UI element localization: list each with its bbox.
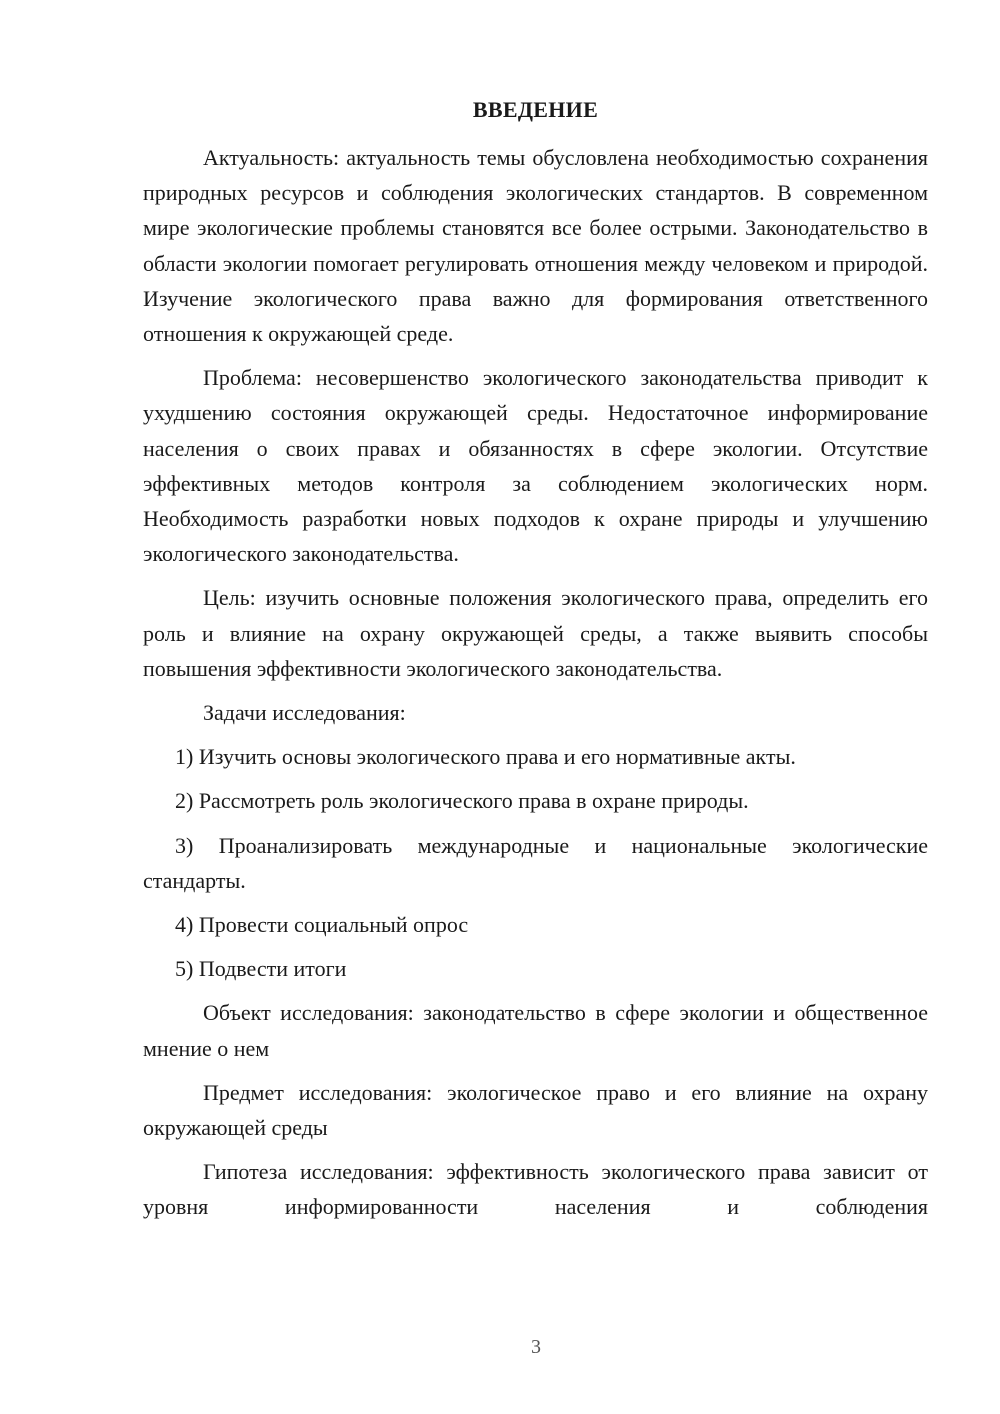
subject-paragraph: Предмет исследования: экологическое право и его влияние на охрану окружающей среды bbox=[143, 1079, 928, 1141]
task-item-5: 5) Подвести итоги bbox=[175, 956, 347, 982]
task-item-1: 1) Изучить основы экологического права и его нормативные акты. bbox=[175, 744, 796, 770]
task-item-3: 3) Проанализировать международные и национальные экологические стандарты. bbox=[143, 832, 928, 893]
page-content bbox=[143, 95, 928, 1234]
relevance-paragraph: Актуальность: актуальность темы обусловлена необходимостью сохранения природных ресурсов и соблюдения экологических стандартов. В современном мире экологические проблемы становятся все более острыми. Законодательство в области экологии помогает регулировать отношения между человеком и природой. Изучение экологического права важно для формирования ответственного отношения к окружающей среде. bbox=[143, 145, 928, 347]
hypothesis-paragraph: Гипотеза исследования: эффективность экологического права зависит от уровня информированности населения и соблюдения bbox=[143, 1159, 928, 1220]
section-heading: ВВЕДЕНИЕ bbox=[472, 97, 599, 122]
goal-paragraph: Цель: изучить основные положения экологического права, определить его роль и влияние на охрану окружающей среды, а также выявить способы повышения эффективности экологического законодательства. bbox=[143, 585, 928, 681]
tasks-title: Задачи исследования: bbox=[203, 700, 406, 726]
page-number: 3 bbox=[531, 1336, 541, 1358]
task-item-4: 4) Провести социальный опрос bbox=[175, 912, 469, 938]
task-item-2: 2) Рассмотреть роль экологического права в охране природы. bbox=[175, 788, 749, 814]
problem-paragraph: Проблема: несовершенство экологического законодательства приводит к ухудшению состояния окружающей среды. Недостаточное информирование населения о своих правах и обязанностях в сфере экологии. Отсутствие эффективных методов контроля за соблюдением экологических норм. Необходимость разработки новых подходов к охране природы и улучшению экологического законодательства. bbox=[143, 365, 928, 567]
object-paragraph: Объект исследования: законодательство в сфере экологии и общественное мнение о нем bbox=[143, 1000, 928, 1061]
